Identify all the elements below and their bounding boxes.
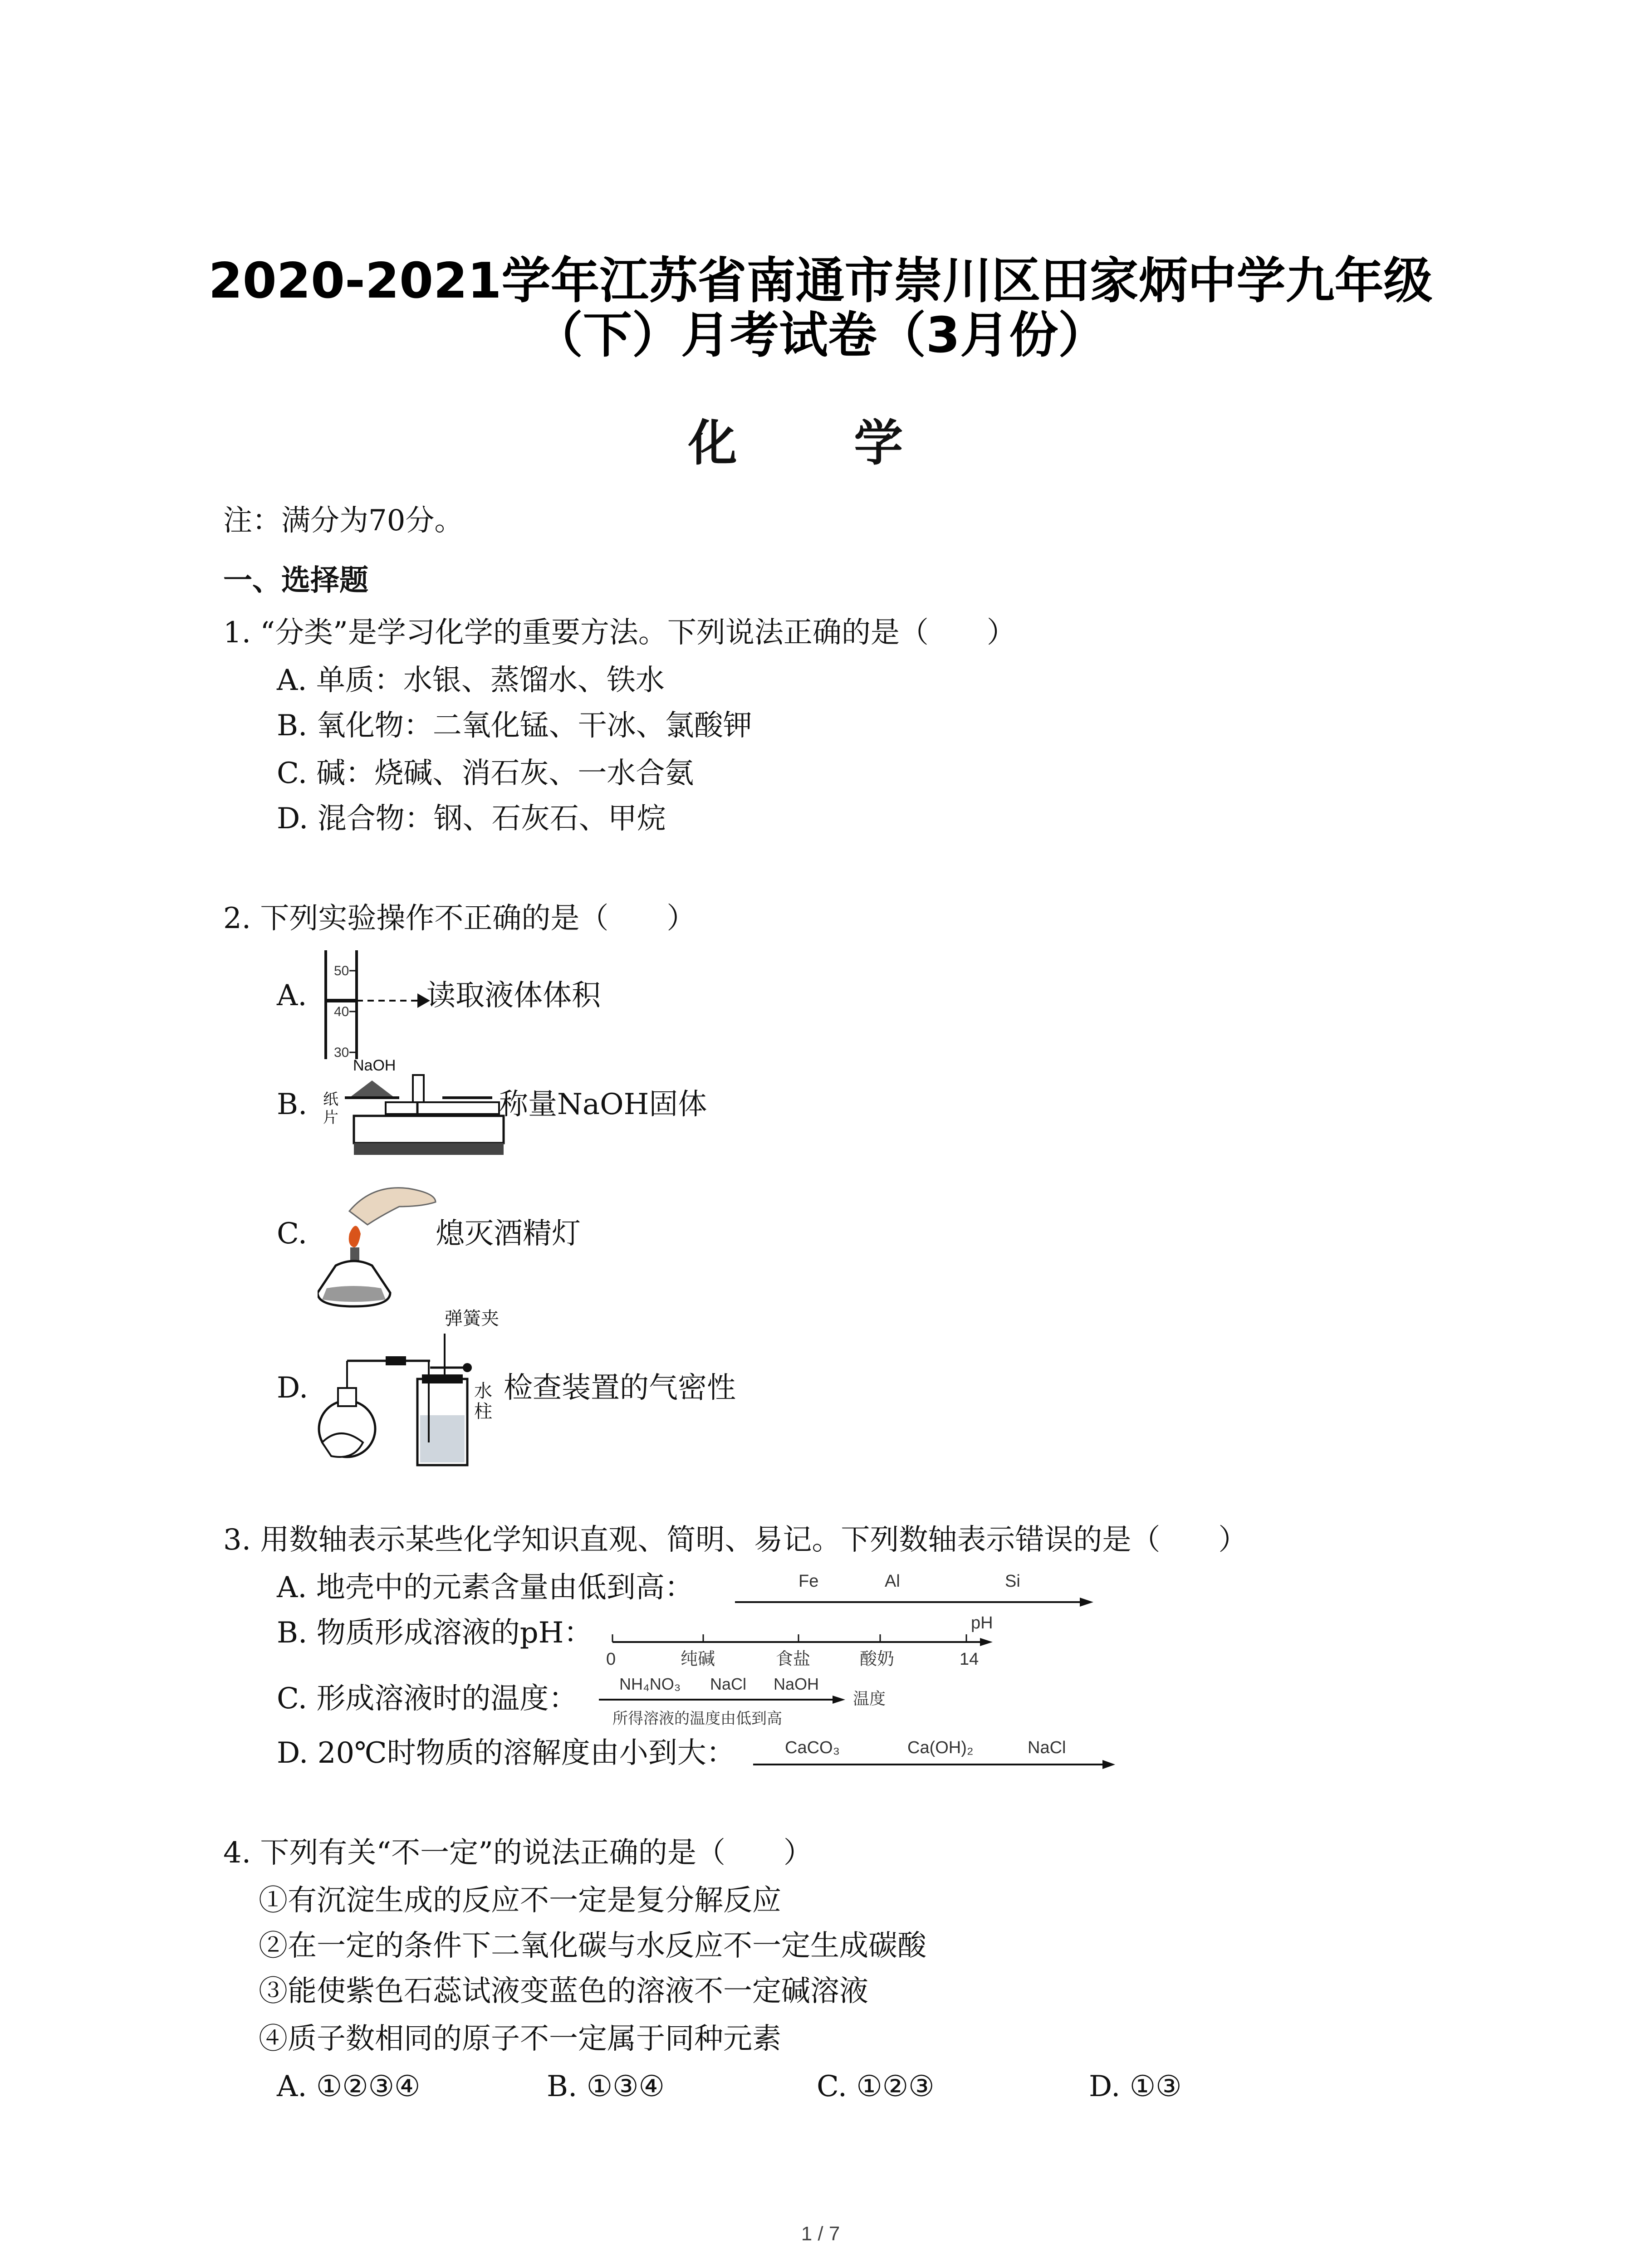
axis-a-al: Al — [885, 1572, 900, 1591]
axis-a-si: Si — [1005, 1572, 1020, 1591]
q4-stem: 4. 下列有关“不一定”的说法正确的是（ ） — [223, 1836, 813, 1870]
section-heading: 一、选择题 — [223, 564, 368, 597]
q3-axis-b — [599, 1608, 1007, 1676]
q3-axis-d — [744, 1733, 1125, 1778]
q4-option-b: B. ①③④ — [547, 2070, 665, 2103]
alcohol-lamp-figure — [318, 1175, 445, 1311]
q3-axis-c — [594, 1672, 939, 1735]
q4-option-c: C. ①②③ — [817, 2070, 935, 2103]
balance-figure — [318, 1052, 508, 1157]
axis-d-nacl: NaCl — [1028, 1738, 1066, 1757]
q3-option-d: D. 20℃时物质的溶解度由小到大： — [277, 1736, 735, 1770]
paper-label-1: 纸 — [323, 1091, 338, 1108]
q2-option-c-text: 熄灭酒精灯 — [436, 1217, 581, 1251]
q4-option-a: A. ①②③④ — [277, 2070, 421, 2103]
graduated-cylinder-figure — [313, 948, 436, 1061]
title-line-2: （下）月考试卷（3月份） — [534, 307, 1107, 364]
axis-c-temp: 温度 — [853, 1689, 886, 1708]
title-line-1: 2020-2021学年江苏省南通市崇川区田家炳中学九年级 — [208, 253, 1433, 309]
axis-b-14: 14 — [960, 1650, 979, 1669]
q1-option-a: A. 单质：水银、蒸馏水、铁水 — [277, 664, 665, 697]
axis-b-salt: 食盐 — [776, 1650, 811, 1669]
q3-option-b: B. 物质形成溶液的pH： — [277, 1616, 593, 1650]
axis-b-soda: 纯碱 — [681, 1650, 715, 1669]
water-column-label-1: 水 — [474, 1381, 492, 1401]
axis-b-0: 0 — [606, 1650, 616, 1669]
q3-stem: 3. 用数轴表示某些化学知识直观、简明、易记。下列数轴表示错误的是（ ） — [223, 1523, 1248, 1557]
q2-option-a-label: A. — [277, 979, 307, 1012]
tick-label-30: 30 — [334, 1045, 349, 1060]
water-column-label-2: 柱 — [474, 1402, 492, 1422]
naoh-figure-label: NaOH — [353, 1057, 396, 1074]
q2-stem: 2. 下列实验操作不正确的是（ ） — [223, 902, 696, 935]
axis-c-caption: 所得溶液的温度由低到高 — [612, 1710, 782, 1727]
q2-option-d-text: 检查装置的气密性 — [504, 1371, 736, 1405]
spring-clip-label: 弹簧夹 — [445, 1309, 499, 1329]
q1-stem: 1. “分类”是学习化学的重要方法。下列说法正确的是（ ） — [223, 616, 1016, 650]
paper-label-2: 片 — [323, 1109, 338, 1126]
q1-option-d: D. 混合物：钢、石灰石、甲烷 — [277, 802, 666, 836]
note: 注：满分为70分。 — [223, 504, 464, 538]
axis-c-nacl: NaCl — [710, 1675, 747, 1693]
axis-d-caco3: CaCO₃ — [785, 1738, 840, 1757]
axis-d-caoh2: Ca(OH)₂ — [907, 1738, 974, 1757]
page-number: 1 / 7 — [801, 2223, 840, 2245]
q3-option-c: C. 形成溶液时的温度： — [277, 1682, 578, 1716]
q4-statement-3: ③能使紫色石蕊试液变蓝色的溶液不一定碱溶液 — [259, 1975, 868, 2008]
q2-option-d-label: D. — [277, 1371, 309, 1405]
axis-c-naoh: NaOH — [774, 1675, 819, 1693]
q3-option-a: A. 地壳中的元素含量由低到高： — [277, 1571, 694, 1604]
q1-option-b: B. 氧化物：二氧化锰、干冰、氯酸钾 — [277, 709, 752, 743]
q4-statement-2: ②在一定的条件下二氧化碳与水反应不一定生成碳酸 — [259, 1929, 926, 1963]
q2-option-b-text: 称量NaOH固体 — [499, 1088, 707, 1121]
subject-title: 化 学 — [688, 415, 953, 472]
axis-c-nh4no3: NH₄NO₃ — [619, 1675, 681, 1693]
q2-option-a-text: 读取液体体积 — [426, 979, 601, 1012]
tick-label-50: 50 — [334, 963, 349, 978]
axis-b-yogurt: 酸奶 — [860, 1650, 895, 1669]
tick-label-40: 40 — [334, 1004, 349, 1019]
q4-statement-4: ④质子数相同的原子不一定属于同种元素 — [259, 2022, 781, 2056]
q1-option-c: C. 碱：烧碱、消石灰、一水合氨 — [277, 757, 694, 790]
axis-b-ph: pH — [971, 1613, 993, 1633]
q4-statement-1: ①有沉淀生成的反应不一定是复分解反应 — [259, 1884, 781, 1917]
airtightness-apparatus-figure — [313, 1306, 504, 1470]
q2-option-b-label: B. — [277, 1088, 308, 1121]
q4-option-d: D. ①③ — [1089, 2070, 1182, 2103]
q2-option-c-label: C. — [277, 1217, 308, 1251]
axis-a-fe: Fe — [798, 1572, 819, 1591]
